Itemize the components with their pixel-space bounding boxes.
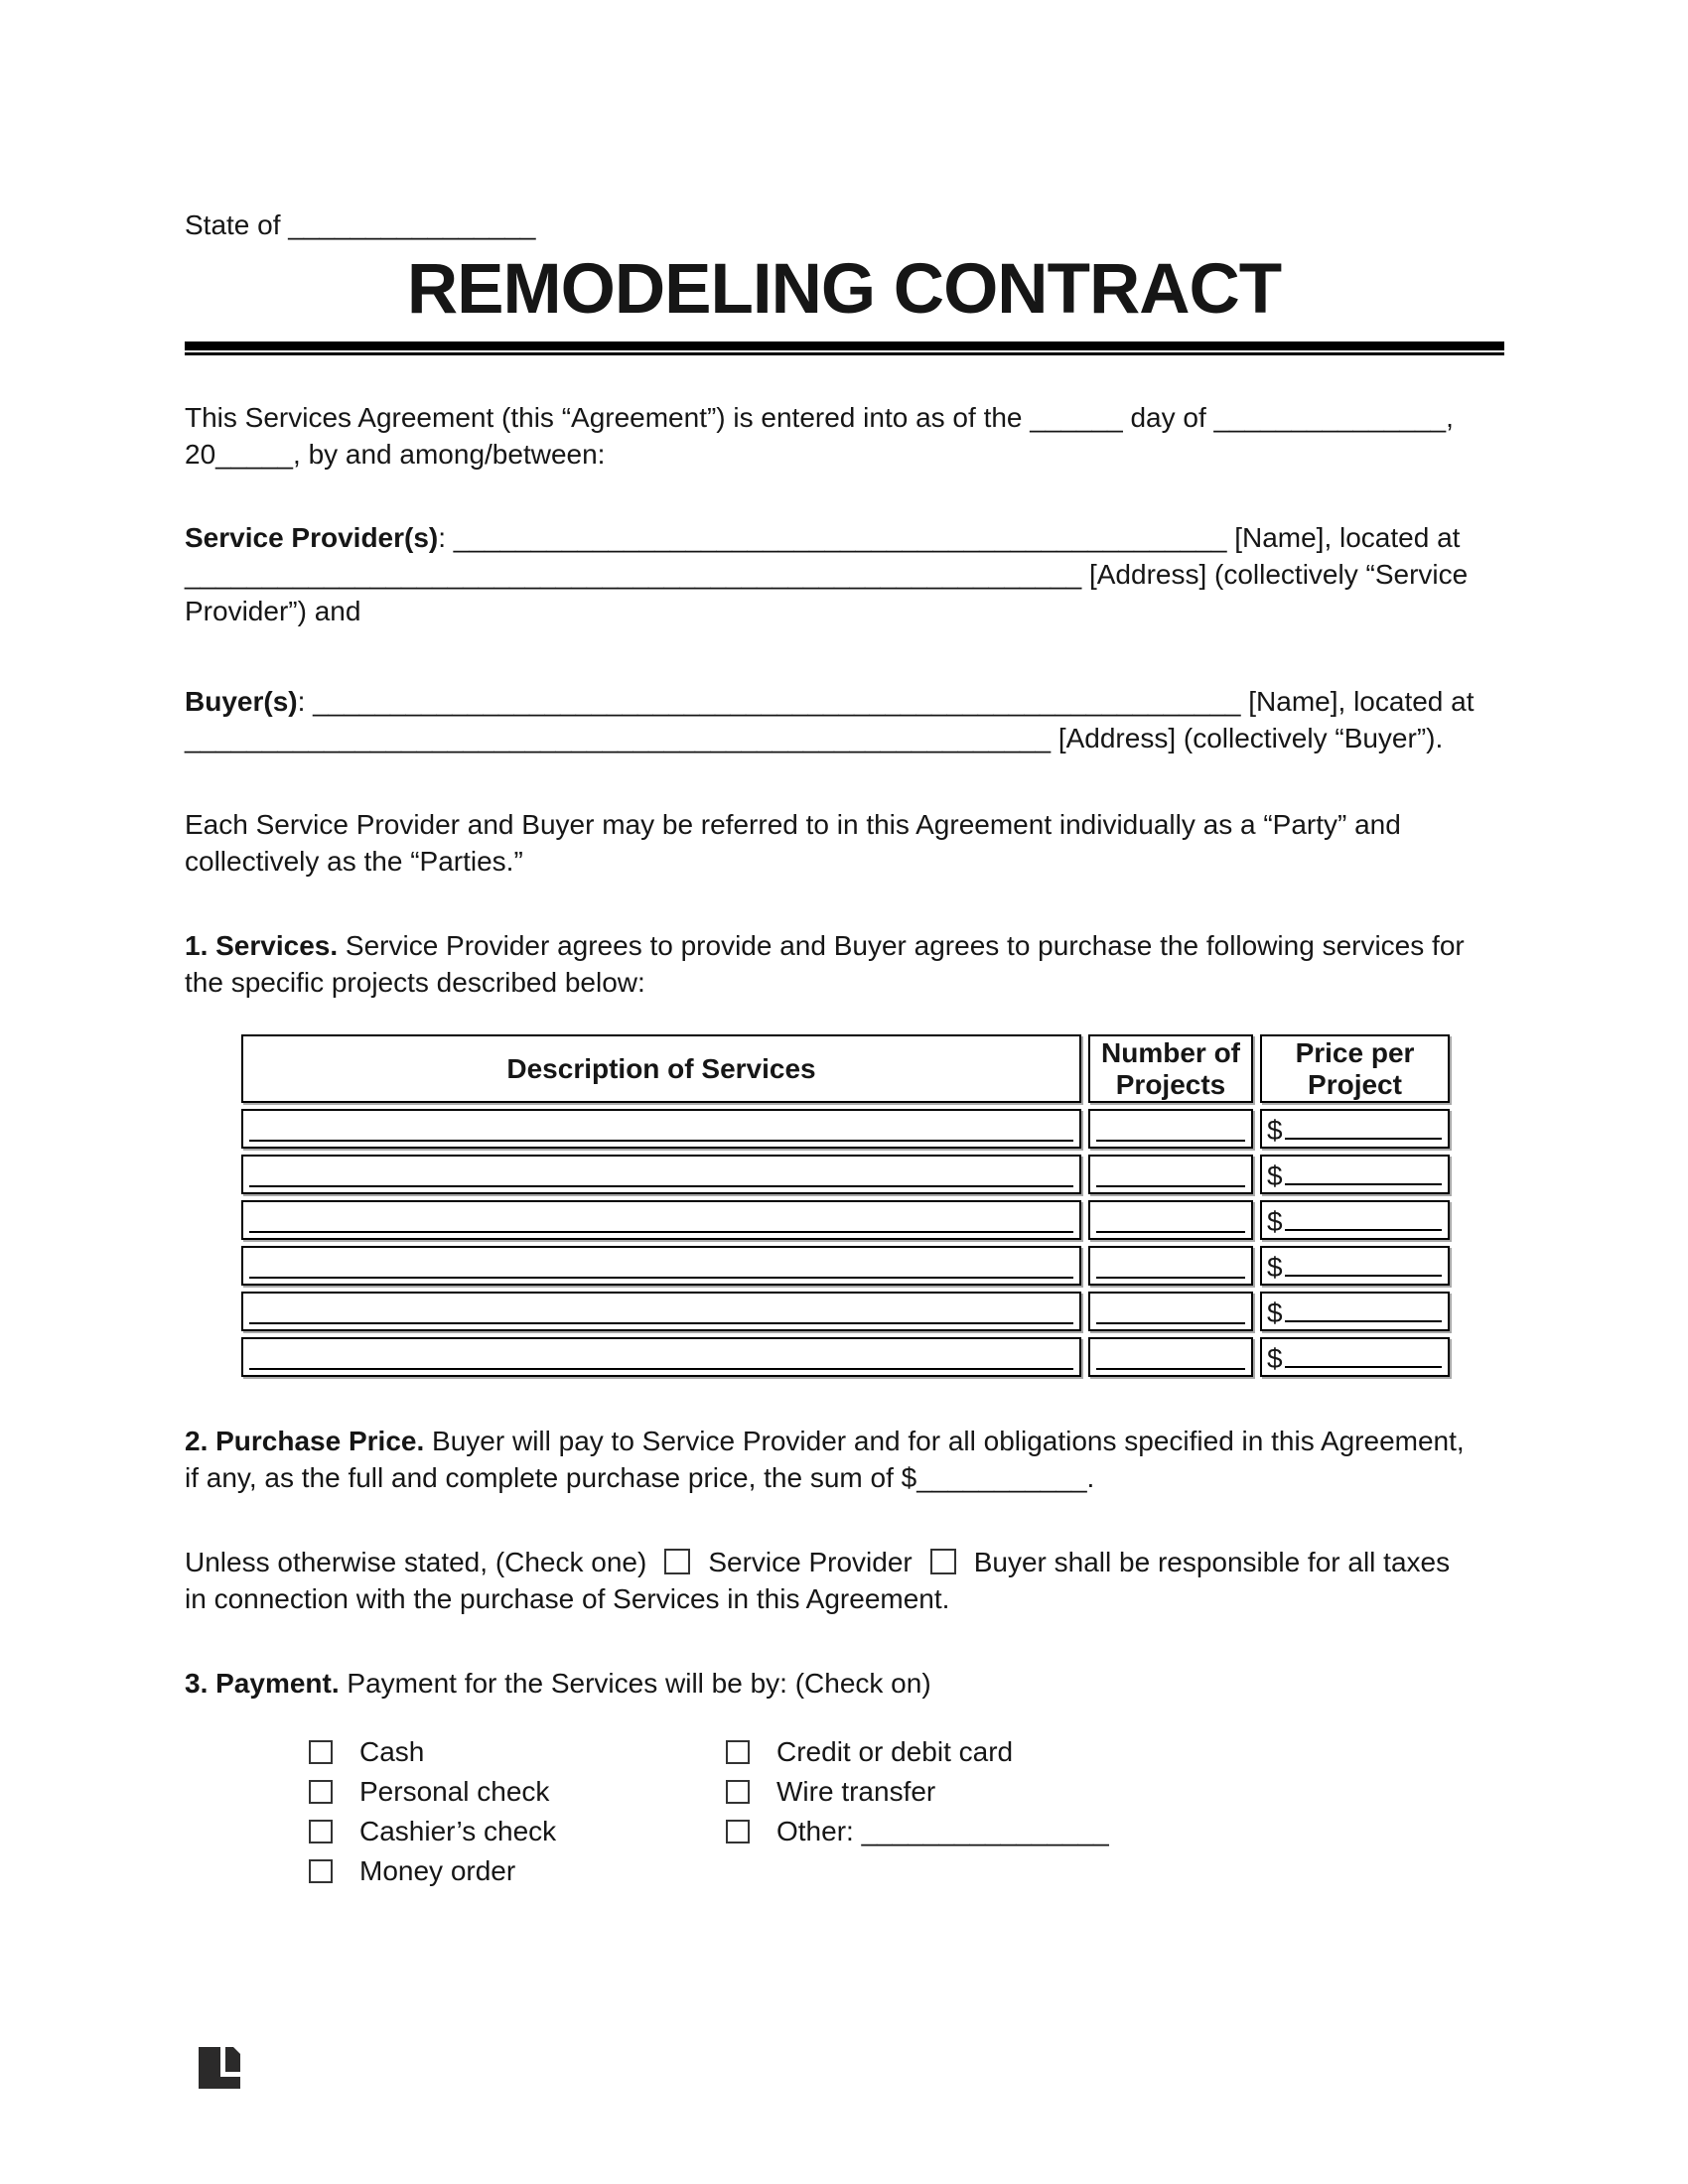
price-cell[interactable] — [1260, 1337, 1450, 1377]
service-provider-checkbox[interactable] — [664, 1549, 690, 1574]
title-rule-thick — [185, 341, 1504, 350]
service-provider-name-blank: : __________________________________________________ [Name], located at — [438, 522, 1461, 553]
blank-line — [1285, 1320, 1442, 1322]
personal-check-checkbox[interactable] — [309, 1780, 333, 1804]
description-cell[interactable] — [241, 1109, 1081, 1149]
services-line-2: the specific projects described below: — [185, 967, 645, 998]
blank-line — [249, 1322, 1073, 1324]
money-order-checkbox[interactable] — [309, 1859, 333, 1883]
services-table — [241, 1034, 1451, 1377]
blank-line — [249, 1277, 1073, 1279]
payment-methods-left-column — [309, 1732, 556, 1891]
taxes-section — [185, 1544, 1450, 1617]
payment-option-wire-transfer — [726, 1772, 1109, 1812]
title-rule — [185, 341, 1504, 355]
dollar-sign: $ — [1267, 1252, 1283, 1283]
state-of-line: State of ________________ — [185, 209, 536, 240]
number-cell[interactable] — [1088, 1155, 1253, 1194]
description-cell[interactable] — [241, 1155, 1081, 1194]
cashiers-check-checkbox[interactable] — [309, 1820, 333, 1843]
description-cell[interactable] — [241, 1246, 1081, 1286]
purchase-price-line-2: if any, as the full and complete purchase price, the sum of $___________. — [185, 1462, 1095, 1493]
price-cell[interactable] — [1260, 1155, 1450, 1194]
number-cell[interactable] — [1088, 1200, 1253, 1240]
payment-section — [185, 1665, 931, 1702]
dollar-sign: $ — [1267, 1115, 1283, 1146]
title-rule-thin — [185, 352, 1504, 355]
service-provider-paragraph — [185, 519, 1468, 629]
taxes-check-one-text: Unless otherwise stated, (Check one) — [185, 1547, 647, 1577]
payment-option-money-order — [309, 1851, 556, 1891]
service-provider-label: Service Provider(s) — [185, 522, 439, 553]
number-cell[interactable] — [1088, 1292, 1253, 1331]
payment-option-label: Other: ________________ — [776, 1816, 1109, 1846]
cash-checkbox[interactable] — [309, 1740, 333, 1764]
blank-line — [249, 1140, 1073, 1142]
number-cell[interactable] — [1088, 1109, 1253, 1149]
payment-label: 3. Payment. — [185, 1668, 340, 1699]
wire-transfer-checkbox[interactable] — [726, 1780, 750, 1804]
buyer-line-2: ________________________________________________________ [Address] (collectively “Buyer”). — [185, 723, 1444, 753]
other-checkbox[interactable] — [726, 1820, 750, 1843]
credit-debit-checkbox[interactable] — [726, 1740, 750, 1764]
header-number-of-projects: Number of Projects — [1088, 1034, 1253, 1103]
payment-line-1 — [185, 1665, 931, 1702]
taxes-line-2: in connection with the purchase of Services in this Agreement. — [185, 1583, 950, 1614]
purchase-price-label: 2. Purchase Price. — [185, 1426, 425, 1456]
blank-line — [1096, 1368, 1245, 1370]
purchase-price-section — [185, 1423, 1465, 1496]
price-cell[interactable] — [1260, 1246, 1450, 1286]
buyer-paragraph — [185, 683, 1475, 756]
buyer-label: Buyer(s) — [185, 686, 298, 717]
intro-paragraph — [185, 399, 1454, 473]
taxes-line-1 — [185, 1544, 1450, 1580]
intro-line-2: 20_____, by and among/between: — [185, 439, 606, 470]
number-cell[interactable] — [1088, 1337, 1253, 1377]
payment-option-label: Credit or debit card — [776, 1736, 1014, 1767]
description-cell[interactable] — [241, 1200, 1081, 1240]
blank-line — [1285, 1366, 1442, 1368]
parties-paragraph — [185, 806, 1401, 880]
payment-option-label: Cash — [359, 1736, 425, 1767]
buyer-line-1 — [185, 683, 1475, 720]
purchase-price-line-1 — [185, 1423, 1465, 1459]
dollar-sign: $ — [1267, 1297, 1283, 1328]
services-section-text: Service Provider agrees to provide and Buyer agrees to purchase the following services for — [338, 930, 1465, 961]
dollar-sign: $ — [1267, 1343, 1283, 1374]
logo-l-icon — [199, 2047, 240, 2089]
payment-option-label: Cashier’s check — [359, 1816, 557, 1846]
blank-line — [1285, 1138, 1442, 1140]
blank-line — [1096, 1277, 1245, 1279]
blank-line — [1285, 1183, 1442, 1185]
service-provider-line-1 — [185, 519, 1468, 556]
payment-option-label: Money order — [359, 1855, 516, 1886]
payment-methods-right-column — [726, 1732, 1109, 1851]
page-title: REMODELING CONTRACT — [406, 250, 1282, 329]
description-cell[interactable] — [241, 1337, 1081, 1377]
blank-line — [1096, 1185, 1245, 1187]
dollar-sign: $ — [1267, 1206, 1283, 1237]
blank-line — [1096, 1140, 1245, 1142]
services-section — [185, 927, 1465, 1001]
legal-templates-logo — [199, 2047, 240, 2089]
price-cell[interactable] — [1260, 1109, 1450, 1149]
price-cell[interactable] — [1260, 1200, 1450, 1240]
taxes-option-buyer: Buyer shall be responsible for all taxes — [973, 1547, 1451, 1577]
blank-line — [249, 1185, 1073, 1187]
service-provider-line-3: Provider”) and — [185, 596, 361, 626]
dollar-sign: $ — [1267, 1160, 1283, 1191]
taxes-option-service-provider: Service Provider — [708, 1547, 913, 1577]
description-cell[interactable] — [241, 1292, 1081, 1331]
number-cell[interactable] — [1088, 1246, 1253, 1286]
payment-option-cash — [309, 1732, 556, 1772]
payment-option-label: Wire transfer — [776, 1776, 936, 1807]
payment-option-label: Personal check — [359, 1776, 550, 1807]
services-line-1 — [185, 927, 1465, 964]
parties-line-2: collectively as the “Parties.” — [185, 846, 523, 877]
blank-line — [249, 1231, 1073, 1233]
blank-line — [1096, 1231, 1245, 1233]
purchase-price-text: Buyer will pay to Service Provider and for all obligations specified in this Agreement, — [424, 1426, 1465, 1456]
blank-line — [1285, 1229, 1442, 1231]
header-description-of-services: Description of Services — [241, 1034, 1081, 1103]
intro-line-1: This Services Agreement (this “Agreement”) is entered into as of the ______ day of _______________, — [185, 402, 1454, 433]
blank-line — [249, 1368, 1073, 1370]
payment-text: Payment for the Services will be by: (Check on) — [339, 1668, 931, 1699]
blank-line — [1096, 1322, 1245, 1324]
buyer-name-blank: : ____________________________________________________________ [Name], located at — [297, 686, 1475, 717]
header-price-per-project: Price per Project — [1260, 1034, 1450, 1103]
buyer-checkbox[interactable] — [930, 1549, 956, 1574]
payment-option-other — [726, 1812, 1109, 1851]
service-provider-line-2: __________________________________________________________ [Address] (collectively “Service — [185, 559, 1469, 590]
payment-option-personal-check — [309, 1772, 556, 1812]
payment-option-cashiers-check — [309, 1812, 556, 1851]
blank-line — [1285, 1275, 1442, 1277]
payment-option-credit-debit — [726, 1732, 1109, 1772]
parties-line-1: Each Service Provider and Buyer may be referred to in this Agreement individually as a “Party” and — [185, 809, 1401, 840]
price-cell[interactable] — [1260, 1292, 1450, 1331]
services-section-label: 1. Services. — [185, 930, 339, 961]
